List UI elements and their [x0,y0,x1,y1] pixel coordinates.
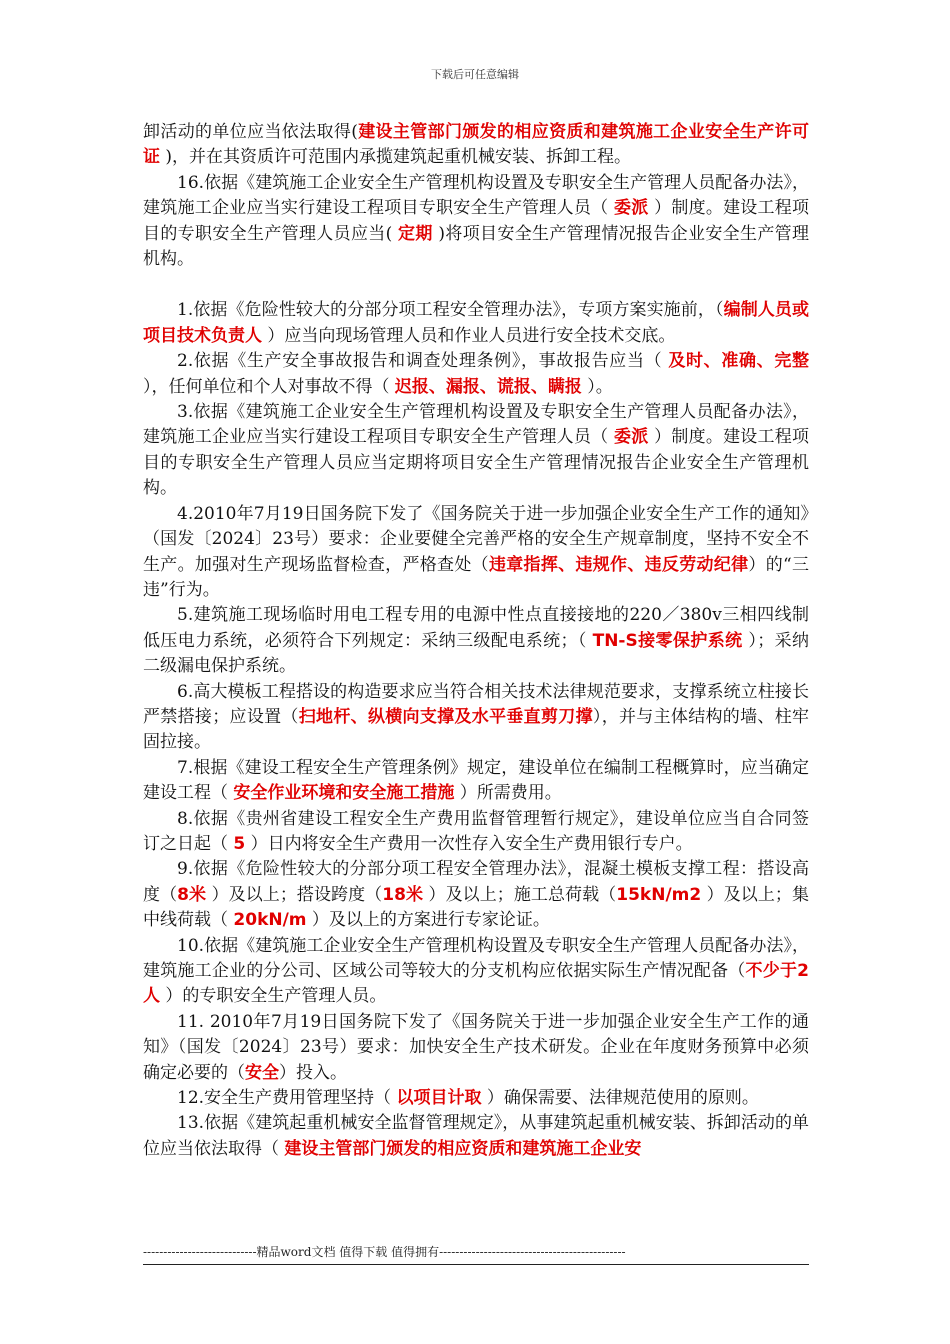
paragraph-text: ）及以上；集中线荷载（ [143,884,810,931]
paragraph-text: ）；采纳二级漏电保护系统。 [143,630,810,677]
answer-highlight: 安全作业环境和安全施工措施 [233,783,455,804]
paragraph-text: ），任何单位和个人对事故不得（ [143,376,395,397]
paragraph-text: ）确保需要、法律规范使用的原则。 [481,1088,759,1109]
answer-highlight: 18米 [382,884,424,905]
paragraph-text: 4.2010年7月19日国务院下发了《国务院关于进一步加强企业安全生产工作的通知》（国发〔2024〕23号）要求：企业要健全完善严格的安全生产规章制度，坚持不安全不生产。加强对生产现场监督检查，严格查处（ [143,503,809,575]
paragraph-text: ）投入。 [279,1062,347,1083]
paragraph-text: 11. 2010年7月19日国务院下发了《国务院关于进一步加强企业安全生产工作的通知》（国发〔2024〕23号）要求：加快安全生产技术研发。企业在年度财务预算中必须确定必要的（ [143,1011,809,1083]
paragraph-text: ）的“三违”行为。 [143,554,810,600]
page-footer: ----------------------------精品word文档 值得下载 值得拥有---------------------------------------------- [143,1243,809,1265]
paragraph-text: )，并在其资质许可范围内承揽建筑起重机械安装、拆卸工程。 [160,147,632,168]
paragraph-text: ）制度。建设工程项目的专职安全生产管理人员应当( [143,198,810,244]
paragraph [143,298,809,349]
paragraph [143,1010,809,1086]
paragraph-text: 2.依据《生产安全事故报告和调查处理条例》，事故报告应当（ [177,351,669,372]
paragraph-text: ），并与主体结构的墙、柱牢固拉接。 [143,706,810,753]
answer-highlight: 委派 [614,198,649,219]
answer-highlight: 20kN/m [233,910,307,931]
paragraph-text: 1.依据《危险性较大的分部分项工程安全管理办法》，专项方案实施前，（ [177,300,724,321]
answer-highlight: 以项目计取 [396,1088,482,1109]
paragraph-text: 12.安全生产费用管理坚持（ [177,1088,397,1109]
paragraph-text: ）日内将安全生产费用一次性存入安全生产费用银行专户。 [245,833,693,854]
paragraph [143,756,809,807]
paragraph [143,120,809,171]
answer-highlight: 8米 [177,884,207,905]
paragraph-text: 6.高大模板工程搭设的构造要求应当符合相关技术法律规范要求，支撑系统立柱接长严禁搭接；应设置（ [143,681,809,727]
paragraph [143,400,809,502]
paragraph-gap [143,272,809,298]
paragraph [143,349,809,400]
paragraph-text: ）及以上；搭设跨度（ [206,884,383,905]
paragraph-text: ）制度。建设工程项目的专职安全生产管理人员应当定期将项目安全生产管理情况报告企业安全生产管理机构。 [143,427,810,499]
paragraph-text: 13.依据《建筑起重机械安全监督管理规定》，从事建筑起重机械安装、拆卸活动的单位应当依法取得（ [143,1113,809,1159]
paragraph [143,857,809,933]
paragraph-text: 5.建筑施工现场临时用电工程专用的电源中性点直接接地的220／380v三相四线制低压电力系统，必须符合下列规定：采纳三级配电系统；（ [143,605,809,651]
paragraph [143,502,809,604]
paragraph [143,171,809,273]
paragraph [143,603,809,679]
answer-highlight: 委派 [614,427,649,448]
page-header: 下载后可任意编辑 [431,68,519,81]
paragraph [143,680,809,756]
answer-highlight: 5 [233,833,246,854]
answer-highlight: 扫地杆、纵横向支撑及水平垂直剪刀撑 [298,706,593,727]
answer-highlight: 定期 [398,223,433,244]
answer-highlight: 及时、准确、完整 [668,351,810,372]
paragraph-text: ）的专职安全生产管理人员。 [160,986,387,1007]
paragraph-text: 9.依据《危险性较大的分部分项工程安全管理办法》，混凝土模板支撑工程：搭设高度（ [143,859,809,905]
paragraph-text: 10.依据《建筑施工企业安全生产管理机构设置及专职安全生产管理人员配备办法》，建筑施工企业的分公司、区域公司等较大的分支机构应依据实际生产情况配备（ [143,935,809,981]
paragraph-text: ）所需费用。 [454,783,562,804]
answer-highlight: 迟报、漏报、谎报、瞒报 [394,376,582,397]
paragraph-text: 7.根据《建设工程安全生产管理条例》规定，建设单位在编制工程概算时，应当确定建设工程（ [143,757,809,804]
paragraph-text: 16.依据《建筑施工企业安全生产管理机构设置及专职安全生产管理人员配备办法》，建筑施工企业应当实行建设工程项目专职安全生产管理人员（ [143,172,809,219]
paragraph [143,1111,809,1162]
paragraph-text: 卸活动的单位应当依法取得( [143,122,358,142]
answer-highlight: 建设主管部门颁发的相应资质和建筑施工企业安 [284,1138,642,1159]
answer-highlight: 15kN/m2 [616,884,702,905]
answer-highlight: 安全 [245,1062,279,1083]
paragraph-text: 8.依据《贵州省建设工程安全生产费用监督管理暂行规定》，建设单位应当自合同签订之日起（ [143,808,809,854]
answer-highlight: 建设主管部门颁发的相应资质和建筑施工企业安全生产许可证 [143,122,809,168]
paragraph-text: ）。 [581,376,613,397]
paragraph-text: )将项目安全生产管理情况报告企业安全生产管理机构。 [143,223,809,270]
answer-highlight: 不少于2人 [143,961,809,1007]
answer-highlight: 违章指挥、违规作、违反劳动纪律 [488,554,749,575]
answer-highlight: TN-S接零保护系统 [592,630,743,651]
paragraph [143,807,809,858]
paragraph [143,934,809,1010]
answer-highlight: 编制人员或项目技术负责人 [143,300,810,346]
document-body [143,120,809,1162]
paragraph-text: ）及以上；施工总荷载（ [423,884,617,905]
paragraph-text: ）及以上的方案进行专家论证。 [306,910,550,931]
paragraph-text: ）应当向现场管理人员和作业人员进行安全技术交底。 [262,325,676,346]
paragraph-text: 3.依据《建筑施工企业安全生产管理机构设置及专职安全生产管理人员配备办法》，建筑施工企业应当实行建设工程项目专职安全生产管理人员（ [143,402,809,448]
paragraph [143,1086,809,1111]
